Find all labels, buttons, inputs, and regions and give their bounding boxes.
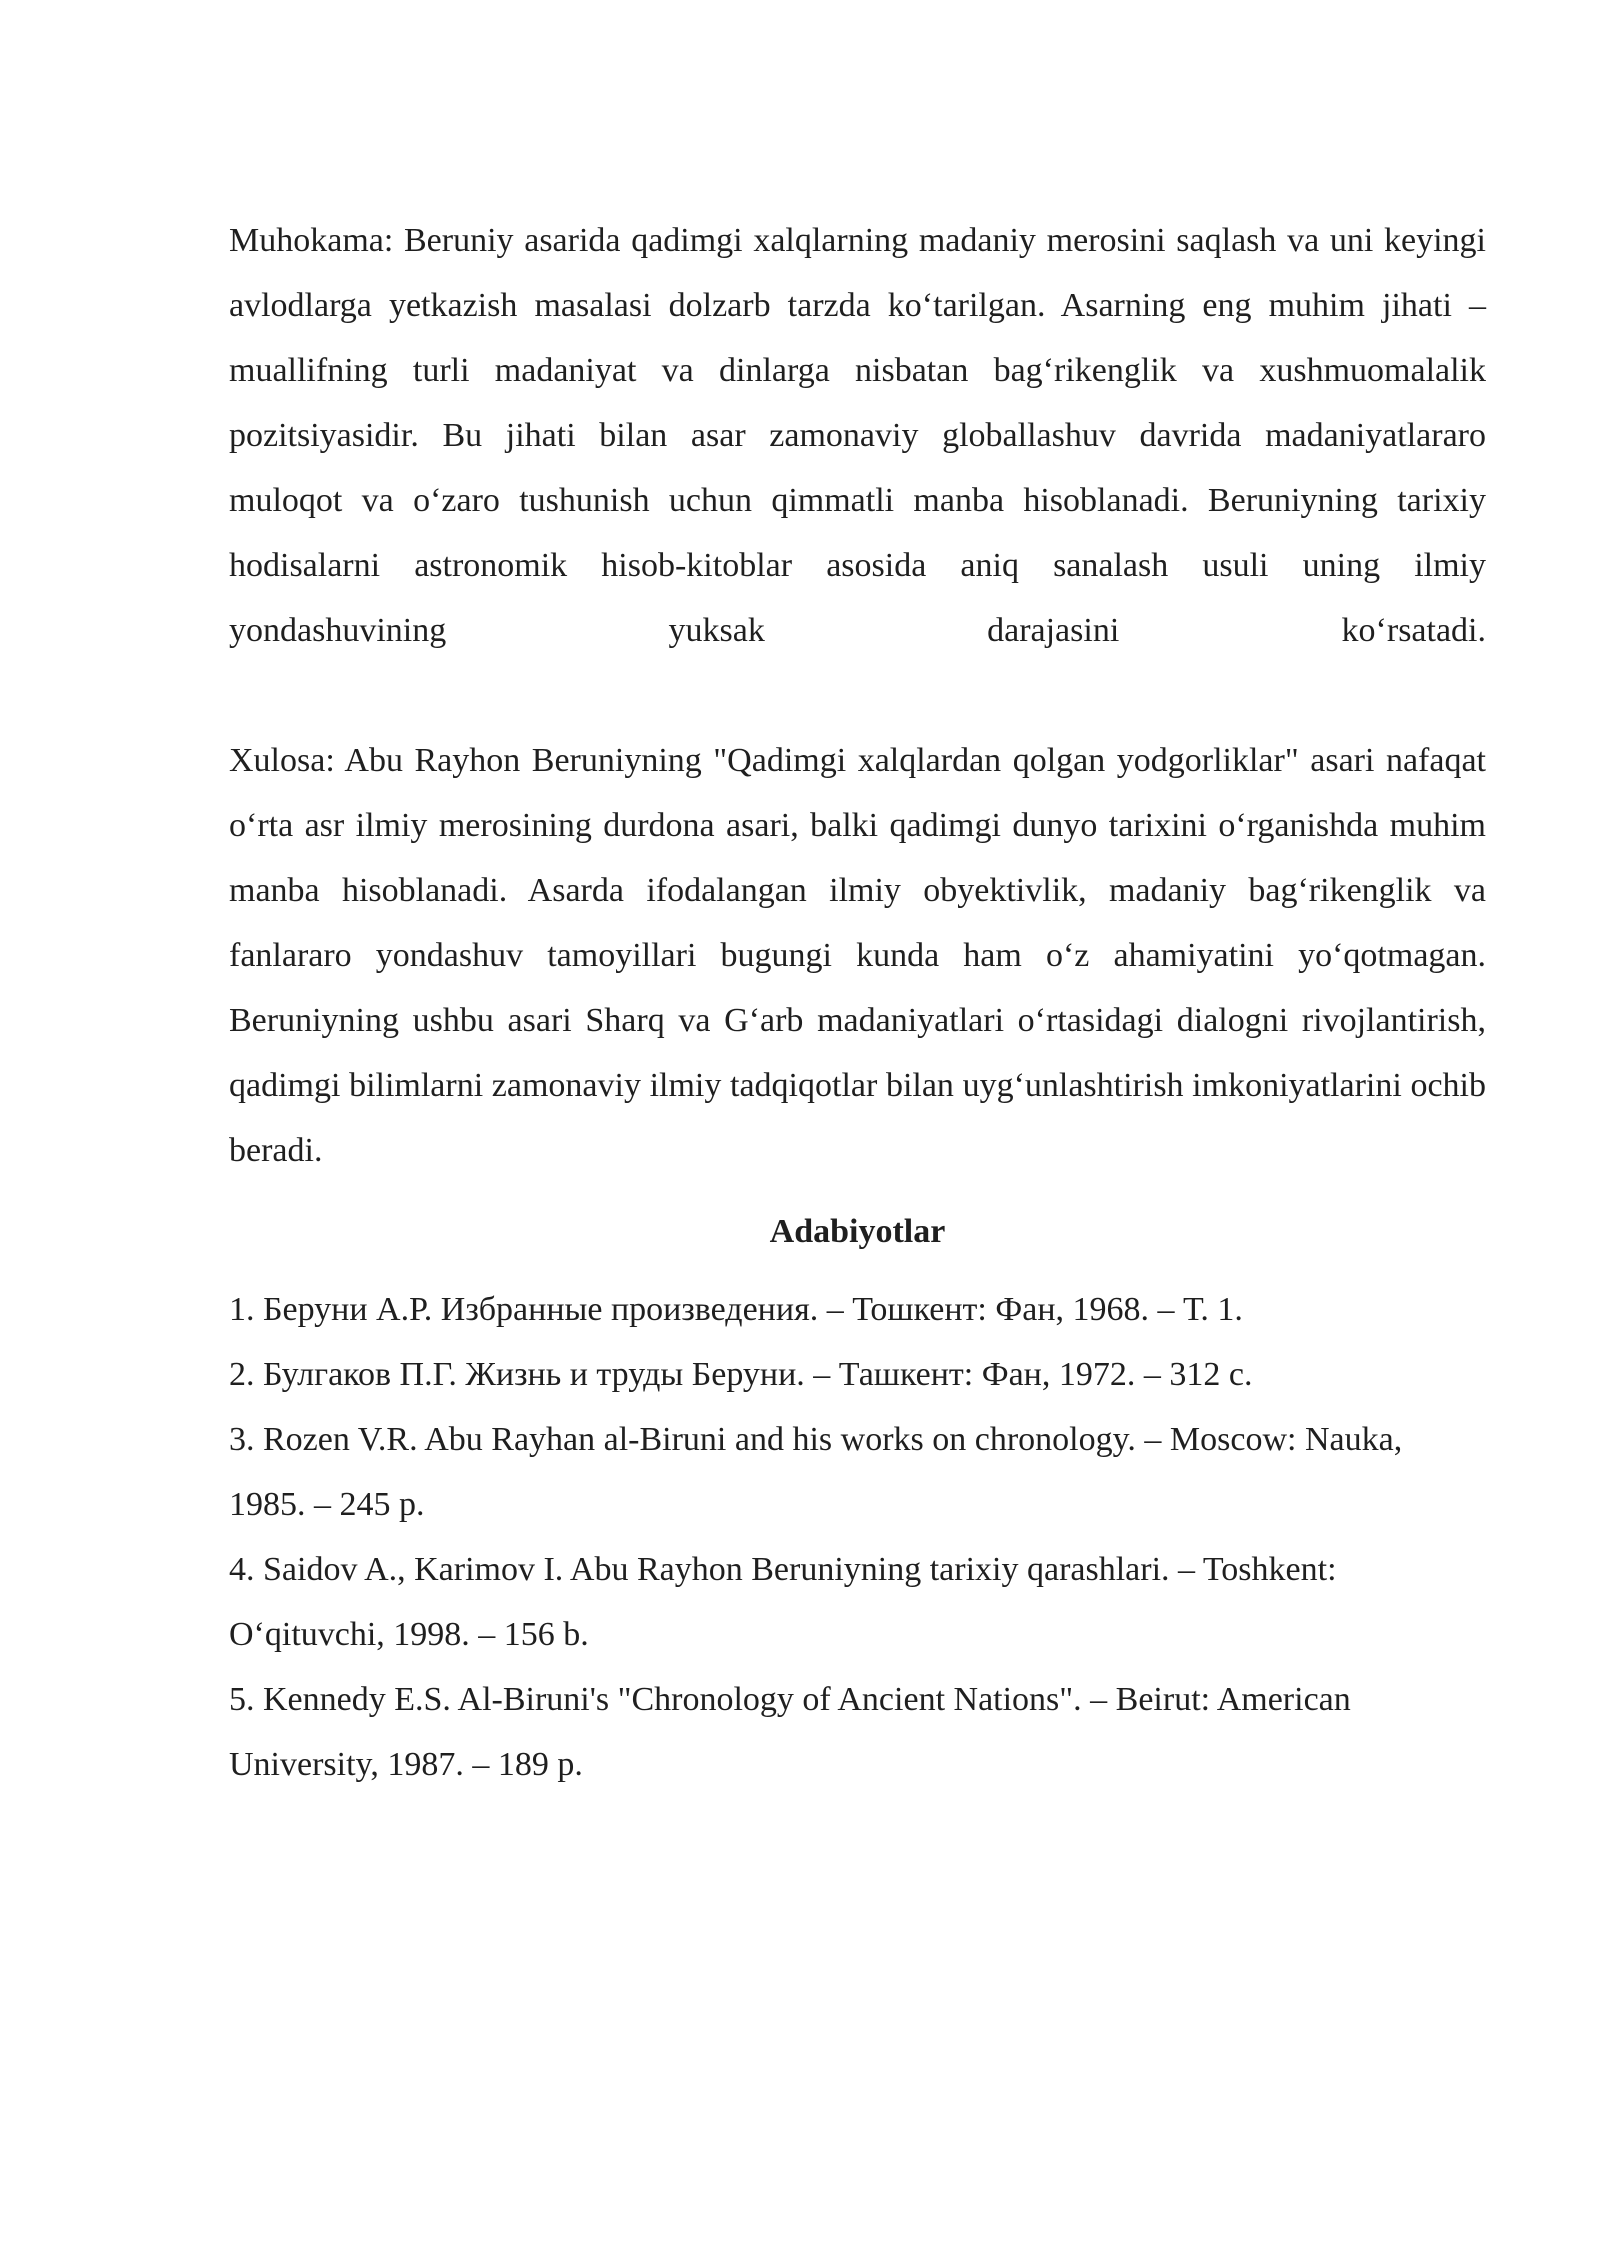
document-page bbox=[229, 208, 1486, 1797]
reference-item: 3. Rozen V.R. Abu Rayhan al-Biruni and his works on chronology. – Moscow: Nauka, 1985. – 245 p. bbox=[229, 1421, 1403, 1523]
paragraph-spacer bbox=[229, 663, 1486, 728]
discussion-paragraph: Muhokama: Beruniy asarida qadimgi xalqlarning madaniy merosini saqlash va uni keyingi avlodlarga yetkazish masalasi dolzarb tarzda ko‘tarilgan. Asarning eng muhim jihati – muallifning turli madaniyat va dinlarga nisbatan bag‘rikenglik va xushmuomalalik pozitsiyasidir. Bu jihati bilan asar zamonaviy globallashuv davrida madaniyatlararo muloqot va o‘zaro tushunish uchun qimmatli manba hisoblanadi. Beruniyning tarixiy hodisalarni astronomik hisob-kitoblar asosida aniq sanalash usuli uning ilmiy yondashuvining yuksak darajasini ko‘rsatadi. bbox=[229, 222, 1486, 649]
reference-item: 4. Saidov A., Karimov I. Abu Rayhon Beruniyning tarixiy qarashlari. – Toshkent: O‘qituvchi, 1998. – 156 b. bbox=[229, 1551, 1337, 1653]
reference-item: 2. Булгаков П.Г. Жизнь и труды Беруни. – Ташкент: Фан, 1972. – 312 с. bbox=[229, 1356, 1253, 1393]
conclusion-paragraph: Xulosa: Abu Rayhon Beruniyning "Qadimgi xalqlardan qolgan yodgorliklar" asari nafaqat o‘rta asr ilmiy merosining durdona asari, balki qadimgi dunyo tarixini o‘rganishda muhim manba hisoblanadi. Asarda ifodalangan ilmiy obyektivlik, madaniy bag‘rikenglik va fanlararo yondashuv tamoyillari bugungi kunda ham o‘z ahamiyatini yo‘qotmagan. Beruniyning ushbu asari Sharq va G‘arb madaniyatlari o‘rtasidagi dialogni rivojlantirish, qadimgi bilimlarni zamonaviy ilmiy tadqiqotlar bilan uyg‘unlashtirish imkoniyatlarini ochib beradi. bbox=[229, 742, 1486, 1169]
reference-item: 5. Kennedy E.S. Al-Biruni's "Chronology of Ancient Nations". – Beirut: American University, 1987. – 189 p. bbox=[229, 1681, 1351, 1783]
reference-item: 1. Беруни А.Р. Избранные произведения. – Тошкент: Фан, 1968. – Т. 1. bbox=[229, 1291, 1243, 1328]
references-heading: Adabiyotlar bbox=[769, 1213, 946, 1250]
references-list bbox=[229, 1277, 1486, 1797]
